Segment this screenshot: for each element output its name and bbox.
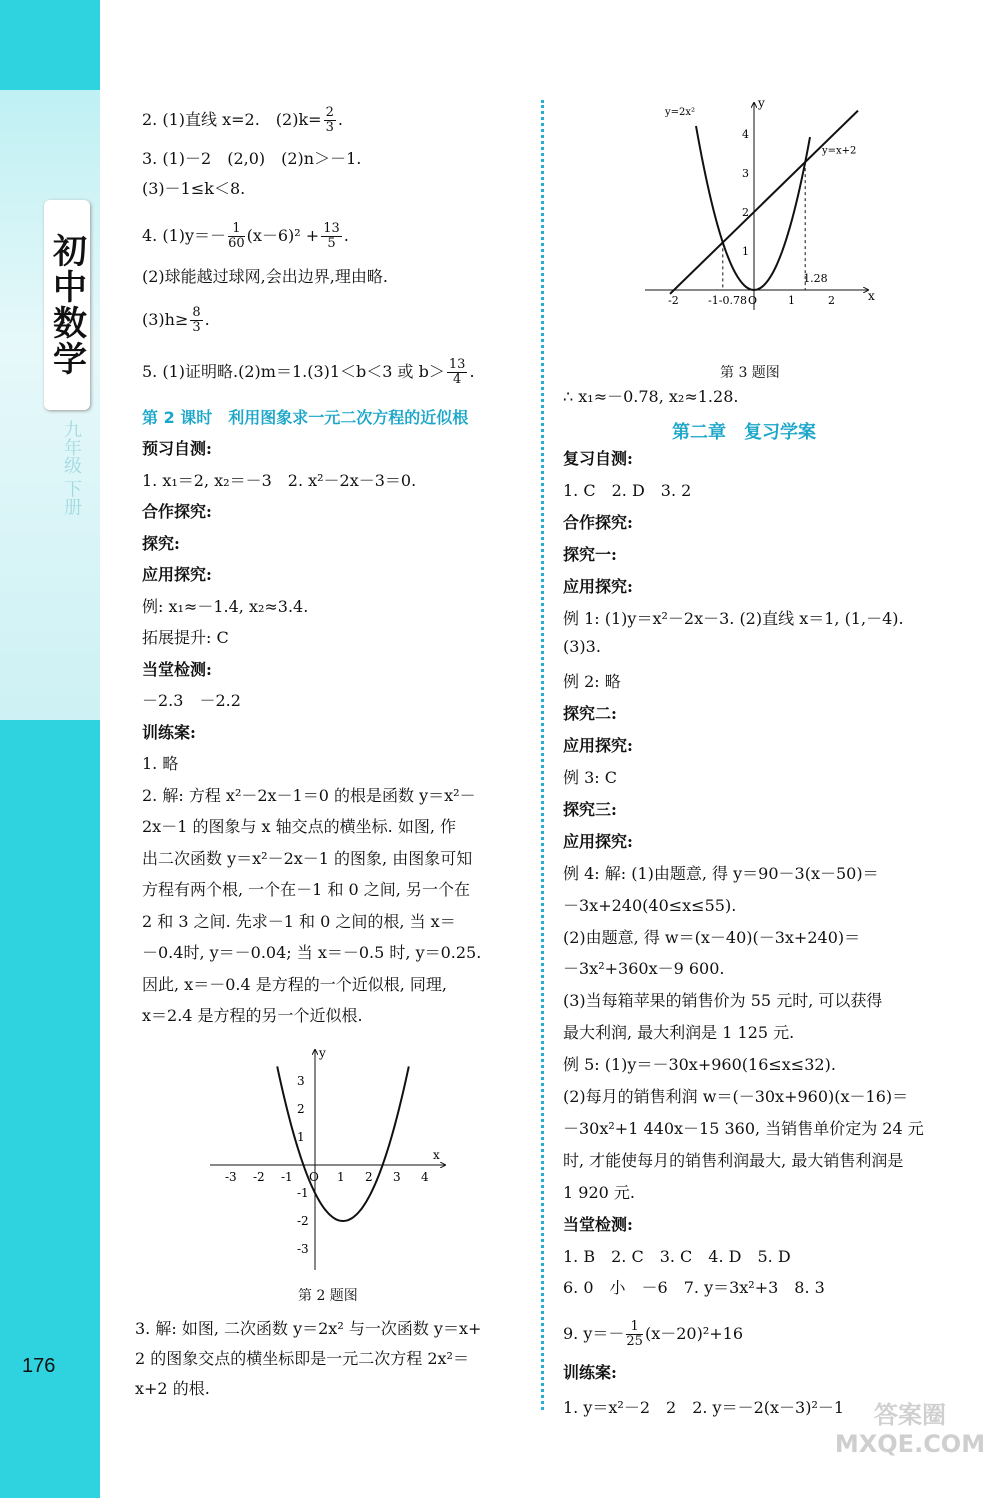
tick-label: 2 [828, 294, 835, 307]
curve-label: y=2x² [665, 107, 696, 118]
fraction: $\frac{1}{25}$ [626, 1319, 643, 1349]
fraction: $\frac{13}{4}$ [448, 357, 466, 387]
figure-3-caption: 第 3 题图 [720, 365, 780, 381]
fraction: $\frac{2}{3}$ [325, 105, 334, 135]
answer-line: 1 920 元. [563, 1182, 635, 1202]
answer-line: 当堂检测: [563, 1214, 633, 1234]
answer-line: (3)3. [563, 637, 601, 657]
figure-2-caption: 第 2 题图 [298, 1288, 358, 1304]
axis-label: y [319, 1046, 326, 1060]
tick-label: -2 [253, 1170, 265, 1184]
answer-line: 训练案: [142, 722, 196, 742]
answer-line: 例 1: (1)y＝x²－2x－3. (2)直线 x＝1, (1,－4). [563, 608, 904, 628]
answer-line: 探究二: [563, 704, 617, 724]
answer-line: (2)球能越过球网,会出边界,理由略. [142, 267, 388, 286]
answer-line: 2x－1 的图象与 x 轴交点的横坐标. 如图, 作 [142, 817, 457, 836]
chapter-title: 第二章 复习学案 [672, 422, 816, 443]
answer-line: 方程有两个根, 一个在－1 和 0 之间, 另一个在 [142, 880, 470, 899]
tick-label: -1 [708, 294, 719, 307]
answer-line: 例 4: 解: (1)由题意, 得 y＝90－3(x－50)＝ [563, 863, 879, 883]
tick-label: 4 [421, 1170, 429, 1184]
answer-line: 2 和 3 之间. 先求－1 和 0 之间的根, 当 x＝ [142, 911, 456, 931]
tick-label: -0.78 [718, 294, 748, 307]
answer-line: 训练案: [563, 1363, 617, 1382]
page-number: 176 [22, 1355, 56, 1377]
fraction: $\frac{8}{3}$ [192, 305, 201, 335]
answer-line: 因此, x＝－0.4 是方程的一个近似根, 同理, [142, 974, 447, 994]
tick-label: 4 [742, 128, 749, 141]
line-label: y=x+2 [822, 145, 857, 157]
answer-line: 探究一: [563, 544, 617, 564]
answer-line: 出二次函数 y＝x²－2x－1 的图象, 由图象可知 [142, 848, 473, 868]
answer-line: 4. (1)y＝－ $\frac{1}{60}$ (x－6)² + $\frac{13}{5}$ . [142, 221, 349, 251]
answer-line: 例 5: (1)y＝－30x+960(16≤x≤32). [563, 1055, 836, 1075]
answer-line: 1. 略 [142, 754, 179, 773]
answer-line: 当堂检测: [142, 659, 212, 679]
answer-line: 复习自测: [563, 449, 633, 468]
answer-line: 合作探究: [142, 502, 212, 521]
figure-3-result: ∴ x₁≈－0.78, x₂≈1.28. [563, 387, 739, 406]
answer-line: 1. x₁＝2, x₂＝－3 2. x²－2x－3＝0. [142, 470, 417, 490]
figure-3-graph [640, 95, 880, 315]
fraction: $\frac{1}{60}$ [228, 221, 245, 251]
answer-line: 3. (1)－2 (2,0) (2)n＞－1. [142, 149, 362, 168]
answer-line: －30x²+1 440x－15 360, 当销售单价定为 24 元 [563, 1118, 924, 1138]
tick-label: -2 [297, 1214, 309, 1228]
answer-line: －3x²+360x－9 600. [563, 959, 725, 979]
answer-line: (3)当每箱苹果的销售价为 55 元时, 可以获得 [563, 991, 883, 1011]
answer-line: x＝2.4 是方程的另一个近似根. [142, 1006, 363, 1025]
tick-label: 2 [365, 1170, 373, 1184]
answer-line: 探究三: [563, 799, 617, 819]
answer-line: 拓展提升: C [142, 628, 229, 647]
answer-line: 应用探究: [563, 576, 633, 596]
figure-2-graph [205, 1045, 455, 1280]
tick-label: 1 [337, 1170, 345, 1184]
answer-line: －2.3 －2.2 [142, 691, 241, 710]
tick-label: 2 [297, 1102, 305, 1116]
answer-line: 9. y＝－ $\frac{1}{25}$ (x－20)²+16 [563, 1319, 744, 1349]
answer-line: 应用探究: [563, 736, 633, 756]
axis-label: y [758, 96, 765, 110]
watermark-logo: 答案圈 MXQE.COM [834, 1401, 986, 1458]
tick-label: 3 [297, 1074, 305, 1088]
answer-line: 3. 解: 如图, 二次函数 y＝2x² 与一次函数 y＝x+ [135, 1319, 482, 1338]
mark-label: 1.28 [803, 272, 828, 285]
tick-label: 3 [742, 167, 749, 180]
answer-line: (2)由题意, 得 w＝(x－40)(－3x+240)＝ [563, 927, 861, 947]
answer-line: (3)－1≤k＜8. [142, 179, 246, 198]
answer-line: 6. 0 小 －6 7. y＝3x²+3 8. 3 [563, 1278, 825, 1298]
tick-label: -2 [668, 294, 679, 307]
tick-label: O [748, 294, 758, 307]
tick-label: -1 [297, 1186, 309, 1200]
answer-line: 1. B 2. C 3. C 4. D 5. D [563, 1246, 791, 1266]
sidebar [0, 0, 100, 1498]
tick-label: 1 [788, 294, 795, 307]
tick-label: 1 [742, 245, 749, 258]
answer-line: (3)h≥ $\frac{8}{3}$ . [142, 305, 210, 335]
column-divider [541, 100, 544, 1410]
tick-label: -1 [281, 1170, 293, 1184]
answer-line: 例: x₁≈－1.4, x₂≈3.4. [142, 596, 309, 616]
answer-line: 5. (1)证明略.(2)m＝1.(3)1＜b＜3 或 b＞ $\frac{13}{4}$ . [142, 357, 475, 387]
answer-line: (2)每月的销售利润 w＝(－30x+960)(x－16)＝ [563, 1087, 909, 1106]
answer-line: －0.4时, y＝－0.04; 当 x＝－0.5 时, y＝0.25. [142, 943, 482, 962]
subject-label [44, 200, 90, 410]
tick-label: -3 [225, 1170, 237, 1184]
tick-label: 3 [393, 1170, 401, 1184]
tick-label: -3 [297, 1242, 309, 1256]
parabola-y2x2 [696, 126, 810, 290]
answer-line: －3x+240(40≤x≤55). [563, 895, 737, 915]
answer-line: 合作探究: [563, 512, 633, 532]
answer-line: 1. y＝x²－2 2 2. y＝－2(x－3)²－1 [563, 1398, 845, 1417]
lesson-title: 第 2 课时 利用图象求一元二次方程的近似根 [142, 408, 469, 427]
answer-line: 1. C 2. D 3. 2 [563, 480, 692, 500]
answer-line: 2. (1)直线 x=2. (2)k= $\frac{2}{3}$ . [142, 105, 343, 135]
answer-line: 时, 才能使每月的销售利润最大, 最大销售利润是 [563, 1150, 904, 1170]
answer-line: 应用探究: [563, 831, 633, 851]
tick-label: 1 [297, 1130, 305, 1144]
tick-label: O [309, 1170, 319, 1184]
answer-line: x+2 的根. [135, 1379, 210, 1398]
tick-label: 2 [742, 206, 749, 219]
grade-label: 九年级 下册 [61, 420, 82, 516]
answer-line: 2. 解: 方程 x²－2x－1＝0 的根是函数 y＝x²－ [142, 785, 476, 805]
axis-label: x [868, 289, 875, 303]
axis-label: x [433, 1148, 440, 1162]
answer-line: 例 2: 略 [563, 672, 621, 692]
answer-line: 例 3: C [563, 768, 617, 787]
answer-line: 2 的图象交点的横坐标即是一元二次方程 2x²＝ [135, 1349, 469, 1368]
answer-line: 探究: [142, 533, 180, 553]
answer-line: 应用探究: [142, 565, 212, 584]
subject-title: 初中数学 [46, 233, 87, 377]
answer-line: 最大利润, 最大利润是 1 125 元. [563, 1023, 795, 1043]
answer-line: 预习自测: [142, 439, 212, 458]
fraction: $\frac{13}{5}$ [323, 221, 340, 251]
